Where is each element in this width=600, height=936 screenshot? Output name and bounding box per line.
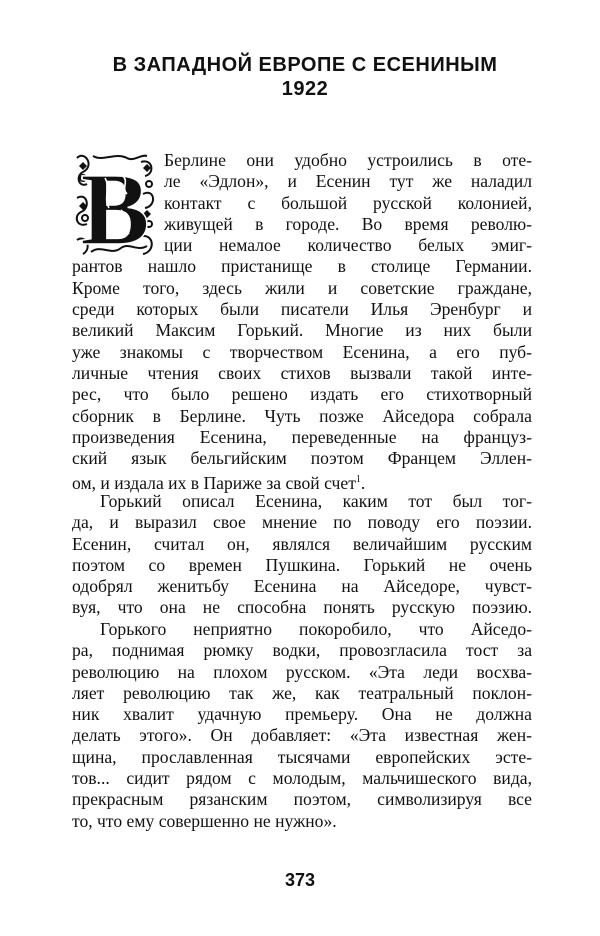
text-line: Кроме того, здесь жили и советские граждане,	[72, 277, 532, 298]
text-line: ляет революцию так же, как театральный поклон-	[72, 682, 532, 703]
text-line: произведения Есенина, переведенные на француз-	[72, 426, 532, 447]
text-line: да, и выразил свое мнение по поводу его поэзии.	[72, 512, 532, 533]
paragraph-1	[72, 150, 532, 494]
text-line: ский язык бельгийским поэтом Францем Эллен-	[72, 448, 532, 469]
text-line: Горький описал Есенина, каким тот был тог-	[100, 491, 532, 511]
text-line: рес, что было решено издать его стихотворный	[72, 384, 532, 405]
text-line: уже знакомы с творчеством Есенина, а его пуб-	[72, 341, 532, 362]
page-number: 373	[284, 870, 316, 890]
text-line: Берлине они удобно устроились в оте-	[164, 150, 532, 170]
text-line: Горького неприятно покоробило, что Айседо-	[100, 619, 532, 639]
text-line: революцию на плохом русском. «Эта леди восхва-	[72, 661, 532, 682]
text-line: ции немалое количество белых эмиг-	[164, 235, 532, 256]
text-line: среди которых были писатели Илья Эренбург и	[72, 299, 532, 320]
text-line: ник хвалит удачную премьеру. Она не должна	[72, 704, 532, 725]
text-line: одобрял женитьбу Есенина на Айседоре, чувст-	[72, 576, 532, 597]
text-line: делать этого». Он добавляет: «Эта известная жен-	[72, 725, 532, 746]
text-line: тов... сидит рядом с молодым, мальчишеского вида,	[72, 768, 532, 789]
text-line: великий Максим Горький. Многие из них были	[72, 320, 532, 341]
chapter-year: 1922	[281, 78, 329, 100]
footnote-mark: 1	[355, 474, 361, 486]
chapter-title: В ЗАПАДНОЙ ЕВРОПЕ С ЕСЕНИНЫМ	[112, 54, 498, 76]
text-line: ле «Эдлон», и Есенин тут же наладил	[164, 171, 532, 192]
text-line: вуя, что она не способна понять русскую поэзию.	[72, 597, 532, 618]
paragraph-3	[72, 619, 532, 832]
text-line: контакт с большой русской колонией,	[164, 192, 532, 213]
text-line: личные чтения своих стихов вызвали такой инте-	[72, 362, 532, 383]
paragraph-2	[72, 491, 532, 619]
text-line: рантов нашло пристанище в столице Германии.	[72, 256, 532, 277]
dropcap-letter: В	[80, 152, 150, 262]
text-line: сборник в Берлине. Чуть позже Айседора собрала	[72, 405, 532, 426]
text-line: прекрасным рязанским поэтом, символизируя все	[72, 789, 532, 810]
text-line-last: ом, и издала их в Париже за свой счет$^1$.	[72, 473, 366, 494]
text-line: то, что ему совершенно не нужно».	[72, 810, 337, 831]
text-line: Есенин, считал он, являлся величайшим русским	[72, 533, 532, 554]
text-line: ра, поднимая рюмку водки, провозгласила тост за	[72, 640, 532, 661]
text-line: живущей в городе. Во время револю-	[164, 213, 532, 234]
text-line: щина, прославленная тысячами европейских эсте-	[72, 746, 532, 767]
text-line: поэтом со времен Пушкина. Горький не очень	[72, 554, 532, 575]
text-line: ом, и издала их в Париже за свой счет	[72, 473, 356, 494]
